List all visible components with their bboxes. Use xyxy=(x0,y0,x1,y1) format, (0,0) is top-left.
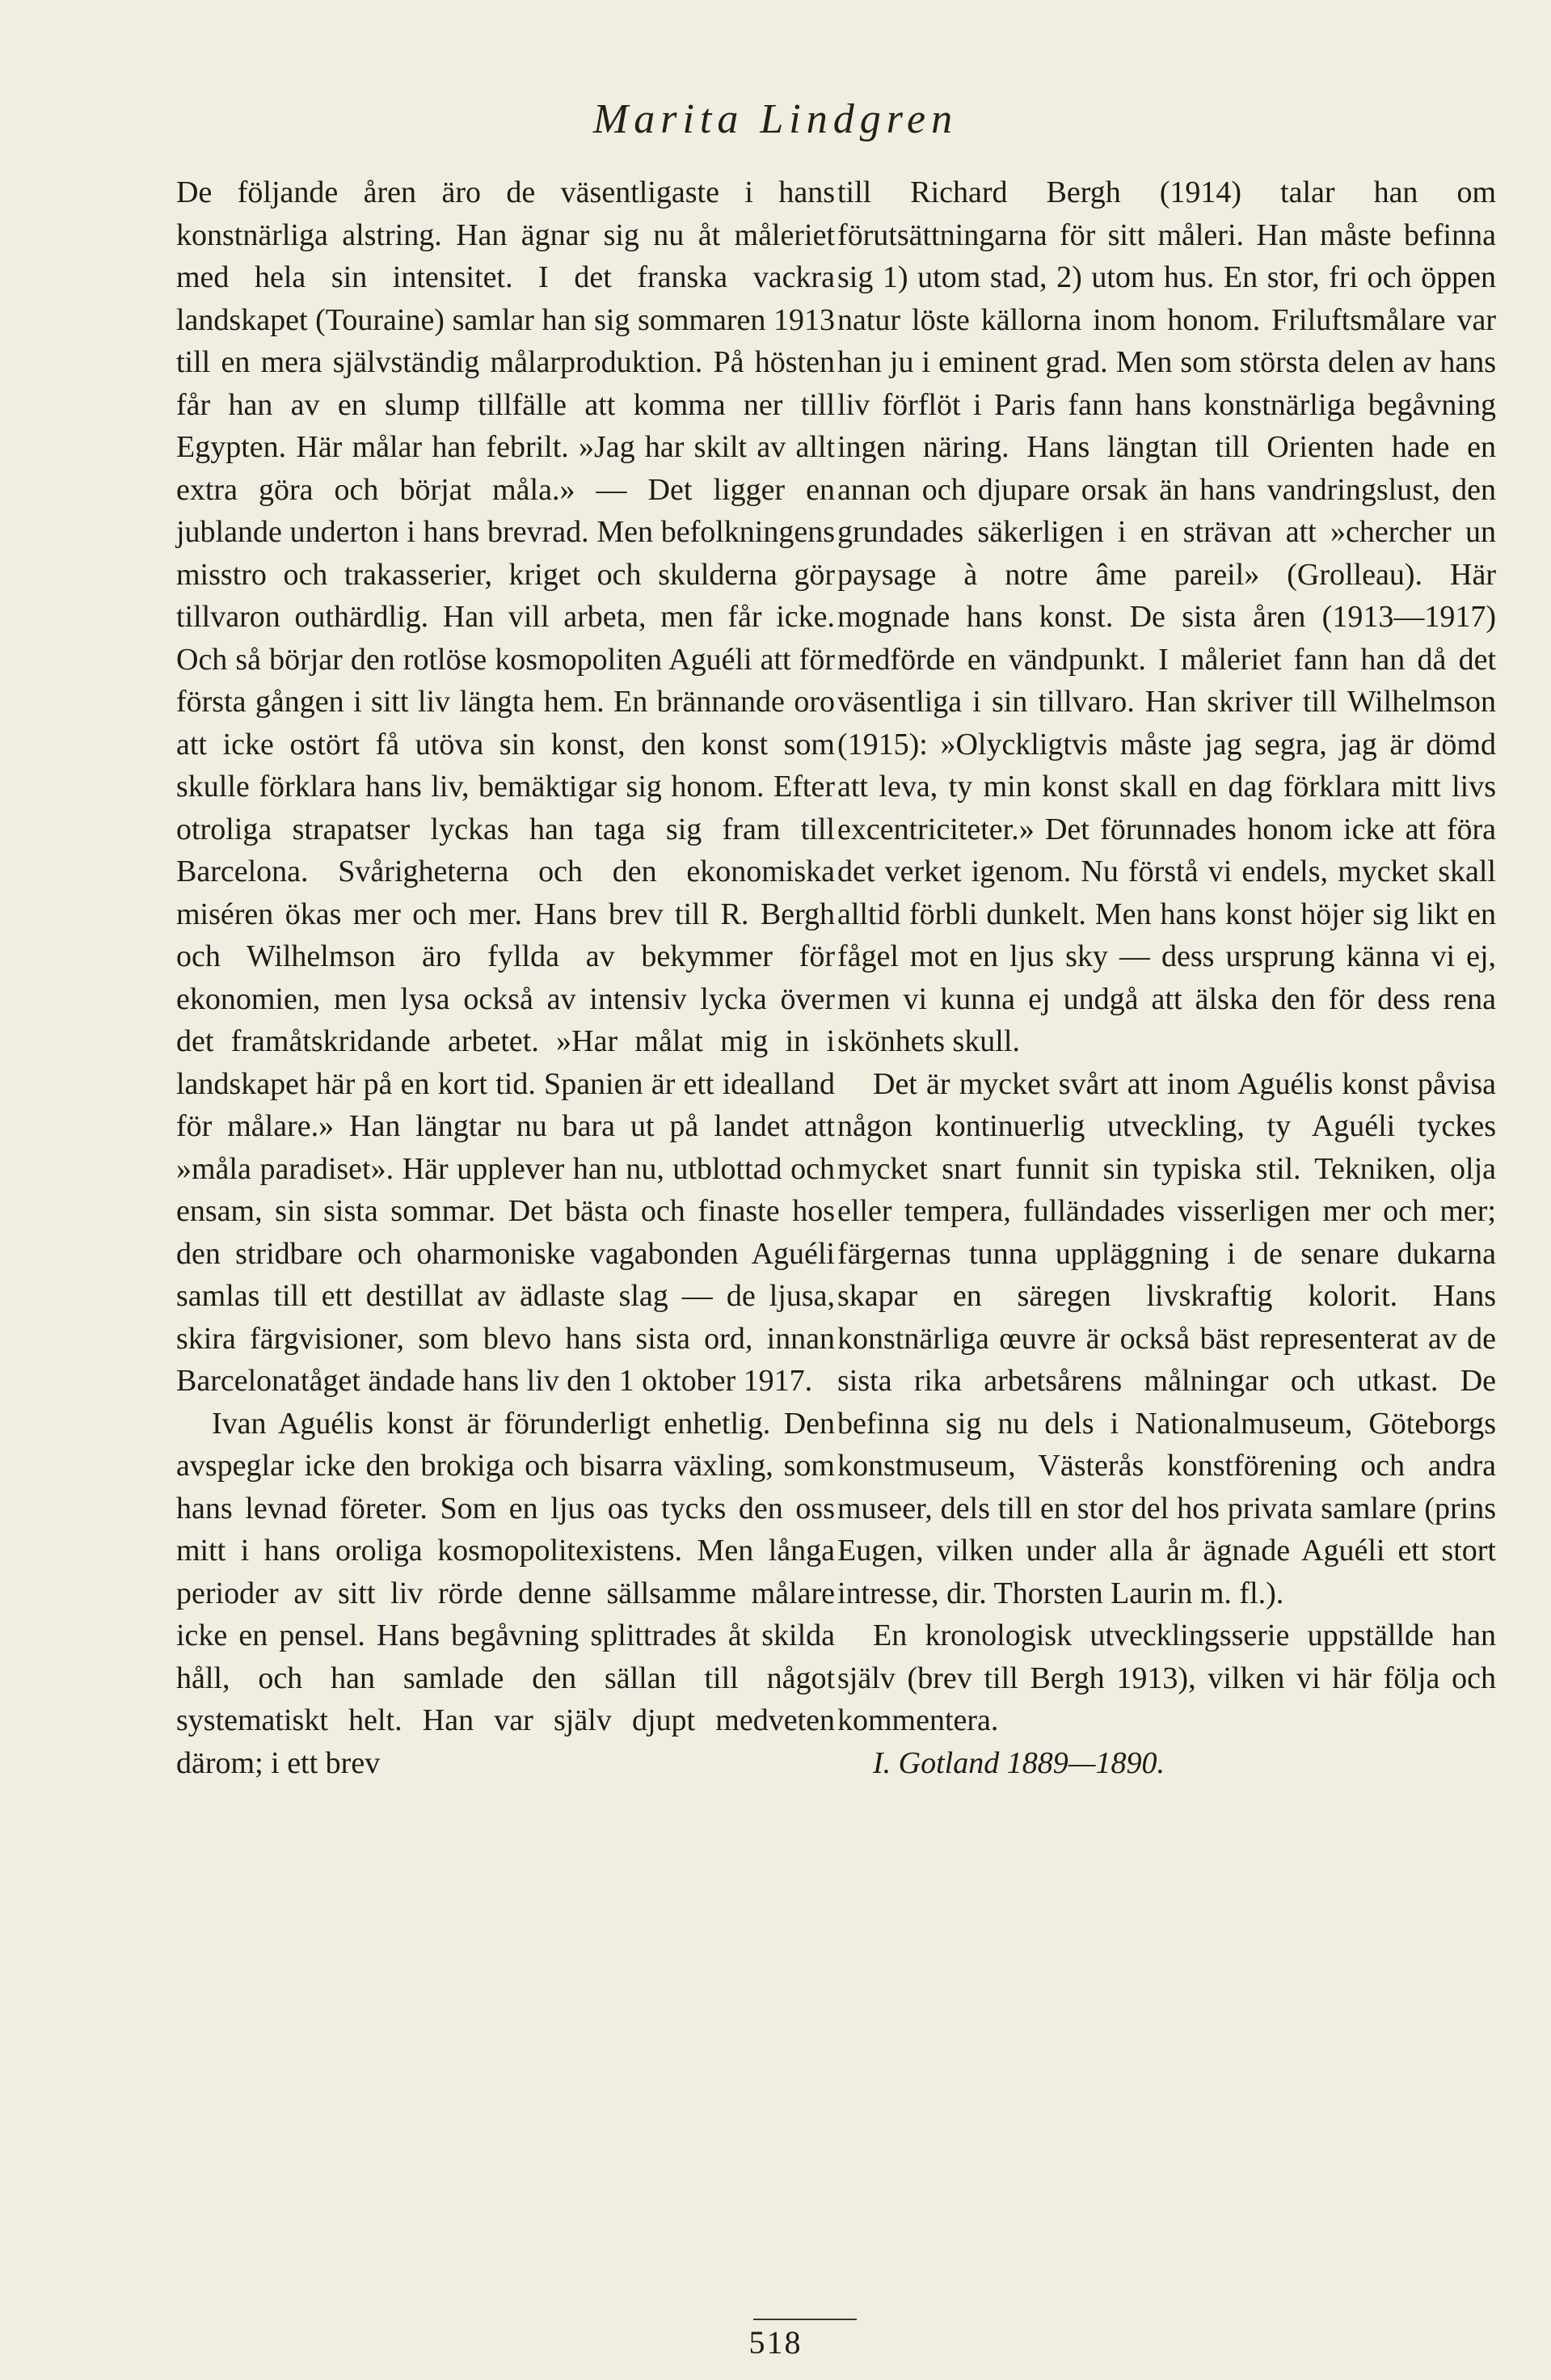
running-head: Marita Lindgren xyxy=(592,96,959,142)
page-number: 518 xyxy=(748,2324,803,2361)
paragraph: till Richard Bergh (1914) talar han om förutsättningarna för sitt måleri. Han måste befinna sig 1) utom stad, 2) utom hus. En stor, fri och öppen natur löste källorna inom honom. Friluftsmålare var han ju i eminent grad. Men som största delen av hans liv förflöt i Paris fann hans konstnärliga begåvning ingen näring. Hans längtan till Orienten hade en annan och djupare orsak än hans vandringslust, den grundades säkerligen i en strävan att »chercher un paysage à notre âme pareil» (Grolleau). Här mognade hans konst. De sista åren (1913—1917) medförde en vändpunkt. I måleriet fann han då det väsentliga i sin tillvaro. Han skriver till Wilhelmson (1915): »Olyckligtvis måste jag segra, jag är dömd att leva, ty min konst skall en dag förklara mitt livs excentriciteter.» Det förunnades honom icke att föra det verket igenom. Nu förstå vi endels, mycket skall alltid förbli dunkelt. Men hans konst höjer sig likt en fågel mot en ljus sky — dess ursprung känna vi ej, men vi kunna ej undgå att älska den för dess rena skönhets skull. xyxy=(837,175,1496,1058)
section-heading: I. Gotland 1889—1890. xyxy=(873,1745,1165,1780)
paragraph: De följande åren äro de väsentligaste i hans konstnärliga alstring. Han ägnar sig nu åt måleriet med hela sin intensitet. I det franska vackra landskapet (Touraine) samlar han sig sommaren 1913 till en mera självständig målarproduktion. På hösten får han av en slump tillfälle att komma ner till Egypten. Här målar han febrilt. »Jag har skilt av allt extra göra och börjat måla.» — Det ligger en jublande underton i hans brevrad. Men befolkningens misstro och trakasserier, kriget och skulderna gör tillvaron outhärdlig. Han vill arbeta, men får icke. Och så börjar den rotlöse kosmopoliten Aguéli att för första gången i sitt liv längta hem. En brännande oro att icke ostört få utöva sin konst, den konst som skulle förklara hans liv, bemäktigar sig honom. Efter otroliga strapatser lyckas han taga sig fram till Barcelona. Svårigheterna och den ekonomiska miséren ökas mer och mer. Hans brev till R. Bergh och Wilhelmson äro fyllda av bekymmer för ekonomien, men lysa också av intensiv lycka över det framåtskridande arbetet. »Har målat mig in i landskapet här på en kort tid. Spanien är ett idealland för målare.» Han längtar nu bara ut på landet att »måla paradiset». Här upplever han nu, utblottad och ensam, sin sista sommar. Det bästa och finaste hos den stridbare och oharmoniske vagabonden Aguéli samlas till ett destillat av ädlaste slag — de ljusa, skira färgvisioner, som blevo hans sista ord, innan Barcelonatåget ändade hans liv den 1 oktober 1917. xyxy=(176,175,835,1398)
paragraph: En kronologisk utvecklingsserie uppställde han själv (brev till Bergh 1913), vilken vi här följa och kommentera. xyxy=(837,1618,1496,1737)
paragraph: Det är mycket svårt att inom Aguélis konst påvisa någon kontinuerlig utveckling, ty Aguéli tyckes mycket snart funnit sin typiska stil. Tekniken, olja eller tempera, fulländades visserligen mer och mer; färgernas tunna uppläggning i de senare dukarna skapar en säregen livskraftig kolorit. Hans konstnärliga œuvre är också bäst representerat av de sista rika arbetsårens målningar och utkast. De befinna sig nu dels i Nationalmuseum, Göteborgs konstmuseum, Västerås konstförening och andra museer, dels till en stor del hos privata samlare (prins Eugen, vilken under alla år ägnade Aguéli ett stort intresse, dir. Thorsten Laurin m. fl.). xyxy=(837,1066,1496,1610)
page-number-rule xyxy=(753,2319,857,2320)
paragraph: Ivan Aguélis konst är förunderligt enhetlig. Den avspeglar icke den brokiga och bisarra växling, som hans levnad företer. Som en ljus oas tycks den oss mitt i hans oroliga kosmopolitexistens. Men långa perioder av sitt liv rörde denne sällsamme målare icke en pensel. Hans begåvning splittrades åt skilda håll, och han samlade den sällan till något systematiskt helt. Han var själv djupt medveten därom; i ett brev xyxy=(176,1406,835,1780)
right-column xyxy=(837,171,1496,1784)
left-column xyxy=(176,171,835,1784)
